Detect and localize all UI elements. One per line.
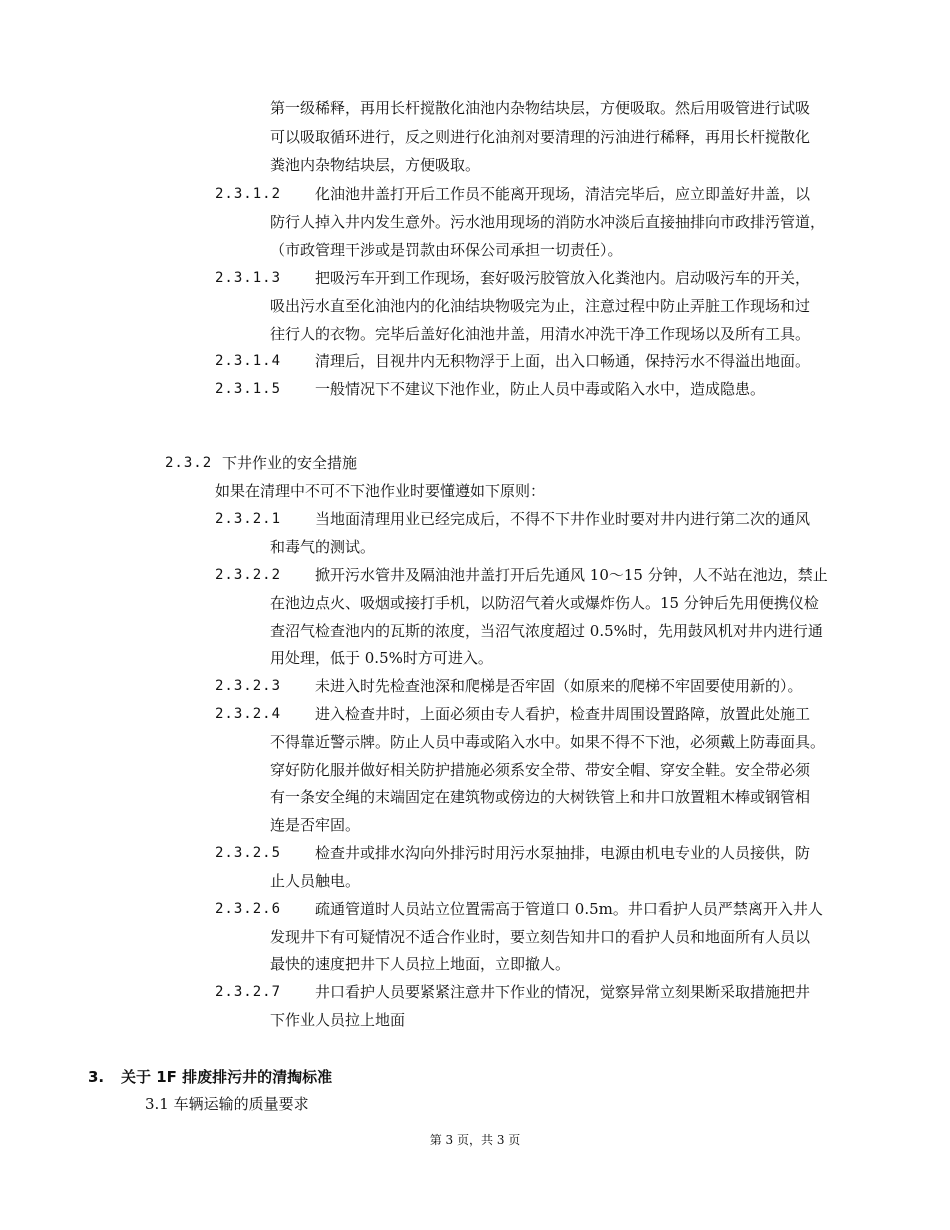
paragraph-line: 吸出污水直至化油池内的化油结块物吸完为止，注意过程中防止弄脏工作现场和过: [270, 297, 811, 315]
paragraph-line: 穿好防化服并做好相关防护措施必须系安全带、带安全帽、穿安全鞋。安全带必须: [270, 761, 811, 779]
paragraph-line: 一般情况下不建议下池作业，防止人员中毒或陷入水中，造成隐患。: [315, 380, 766, 398]
paragraph-line: 当地面清理用业已经完成后，不得不下井作业时要对井内进行第二次的通风: [315, 510, 811, 528]
paragraph-line: 最快的速度把井下人员拉上地面，立即撤人。: [270, 955, 571, 973]
paragraph-line: 防行人掉入井内发生意外。污水池用现场的消防水冲淡后直接抽排向市政排汚管道，: [270, 213, 826, 231]
item-number: 2.3.2.7: [215, 984, 282, 1000]
section-intro: 如果在清理中不可不下池作业时要懂遵如下原则：: [215, 482, 546, 500]
item-number: 2.3.1.4: [215, 353, 282, 369]
item-number: 2.3.2.2: [215, 567, 282, 583]
paragraph-line: 清理后，目视井内无积物浮于上面，出入口畅通，保持污水不得溢出地面。: [315, 352, 811, 370]
paragraph-line: 粪池内杂物结块层，方便吸取。: [270, 156, 481, 174]
item-number: 2.3.2.5: [215, 845, 282, 861]
paragraph-line: 查沼气检查池内的瓦斯的浓度，当沼气浓度超过 0.5%时，先用鼓风机对井内进行通: [270, 622, 823, 640]
paragraph-line: 第一级稀释，再用长杆搅散化油池内杂物结块层，方便吸取。然后用吸管进行试吸: [270, 99, 811, 117]
item-number: 2.3.1.5: [215, 381, 282, 397]
paragraph-line: 检查井或排水沟向外排污时用污水泵抽排，电源由机电专业的人员接供，防: [315, 844, 811, 862]
item-number: 2.3.2.3: [215, 678, 282, 694]
paragraph-line: 发现井下有可疑情况不适合作业时，要立刻告知井口的看护人员和地面所有人员以: [270, 928, 811, 946]
subsection-title: 3.1 车辆运输的质量要求: [145, 1095, 309, 1113]
paragraph-line: 在池边点火、吸烟或接打手机，以防沼气着火或爆炸伤人。15 分钟后先用便携仪检: [270, 594, 819, 612]
paragraph-line: 未进入时先检查池深和爬梯是否牢固（如原来的爬梯不牢固要使用新的）。: [315, 677, 803, 695]
page-footer: 第 3 页，共 3 页: [429, 1133, 521, 1147]
paragraph-line: 和毒气的测试。: [270, 538, 376, 556]
section-number: 3.: [88, 1068, 105, 1086]
paragraph-line: 止人员触电。: [270, 872, 361, 890]
paragraph-line: 往行人的衣物。完毕后盖好化油池井盖，用清水冲洗干净工作现场以及所有工具。: [270, 325, 811, 343]
paragraph-line: 井口看护人员要紧紧注意井下作业的情况，觉察异常立刻果断采取措施把井: [315, 983, 811, 1001]
paragraph-line: 可以吸取循环进行，反之则进行化油剂对要清理的污油进行稀释，再用长杆搅散化: [270, 128, 811, 146]
section-title: 关于 1F 排废排污井的清掏标准: [121, 1068, 333, 1086]
paragraph-line: 疏通管道时人员站立位置需高于管道口 0.5m。井口看护人员严禁离开入井人: [315, 900, 823, 918]
item-number: 2.3.2.1: [215, 511, 282, 527]
paragraph-line: 进入检查井时，上面必须由专人看护，检查井周围设置路障，放置此处施工: [315, 705, 811, 723]
item-number: 2.3.1.2: [215, 186, 282, 202]
item-number: 2.3.2.4: [215, 706, 282, 722]
item-number: 2.3.2.6: [215, 901, 282, 917]
paragraph-line: 化油池井盖打开后工作员不能离开现场，清洁完毕后，应立即盖好井盖，以: [315, 185, 811, 203]
paragraph-line: 掀开污水管井及隔油池井盖打开后先通风 10～15 分钟，人不站在池边，禁止: [315, 566, 828, 584]
paragraph-line: 有一条安全绳的末端固定在建筑物或傍边的大树铁管上和井口放置粗木棒或钢管相: [270, 788, 811, 806]
section-number: 2.3.2: [165, 455, 213, 471]
paragraph-line: 不得靠近警示牌。防止人员中毒或陷入水中。如果不得不下池，必须戴上防毒面具。: [270, 733, 826, 751]
paragraph-line: 把吸污车开到工作现场，套好吸污胶管放入化粪池内。启动吸污车的开关，: [315, 269, 811, 287]
paragraph-line: （市政管理干涉或是罚款由环保公司承担一切责任）。: [270, 241, 623, 259]
paragraph-line: 用处理，低于 0.5%时方可进入。: [270, 649, 493, 667]
paragraph-line: 下作业人员拉上地面: [270, 1011, 406, 1029]
paragraph-line: 连是否牢固。: [270, 816, 361, 834]
section-title: 下井作业的安全措施: [222, 454, 358, 472]
item-number: 2.3.1.3: [215, 270, 282, 286]
